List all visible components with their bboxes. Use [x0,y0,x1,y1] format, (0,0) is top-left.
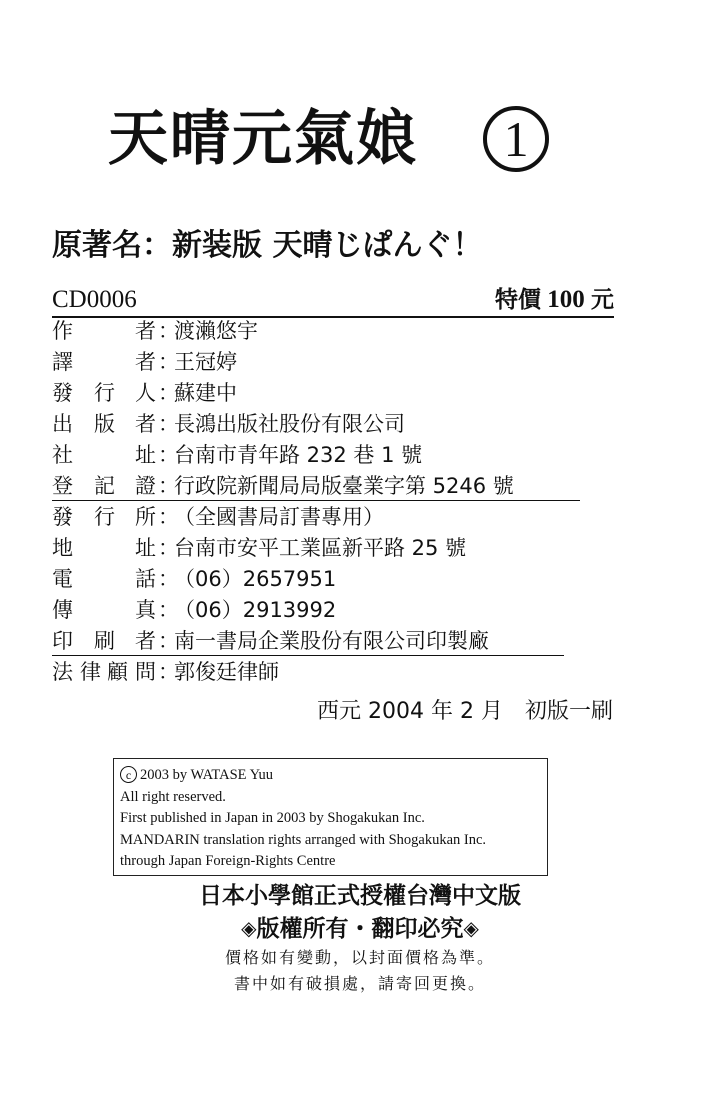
info-label-char: 傳 [52,598,73,622]
info-row: 發 行 人 ： 蘇建中 [52,378,514,409]
info-label-char: 發 [52,381,73,405]
copyright-line-1: c 2003 by WATASE Yuu [120,765,543,787]
info-label-char: 者 [135,412,156,436]
info-row: 發 行 所 ： （全國書局訂書專用） [52,502,514,533]
info-value: 王冠婷 [174,350,237,374]
price [495,281,614,314]
publication-info [52,316,514,688]
info-row: 電 話 ： （06）2657951 [52,564,514,595]
info-label-char: 記 [94,474,115,498]
info-label-char: 版 [94,412,115,436]
info-label-char: 地 [52,536,73,560]
info-value: （06）2657951 [174,567,337,591]
info-label-char: 者 [135,350,156,374]
copyright-line-2: All right reserved. [120,788,226,805]
info-row: 印 刷 者 ： 南一書局企業股份有限公司印製廠 [52,626,514,657]
original-title: 原著名：新装版 天晴じぱんぐ！ [52,228,483,263]
copyright-box [113,758,548,876]
info-label-char: 刷 [94,629,115,653]
info-label-char: 電 [52,567,73,591]
info-row: 傳 真 ： （06）2913992 [52,595,514,626]
info-label-char: 人 [135,381,156,405]
copyright-line-4: MANDARIN translation rights arranged with Shogakukan Inc. [120,831,487,848]
info-label-char: 者 [135,629,156,653]
info-label-char: 社 [52,443,73,467]
info-row: 登 記 證 ： 行政院新聞局局版臺業字第 5246 號 [52,471,514,502]
info-label-char: 發 [52,505,73,529]
info-label-char: 作 [52,319,73,343]
info-value: 台南市安平工業區新平路 25 號 [174,536,467,560]
price-notice: 價格如有變動，以封面價格為準。 [224,948,495,967]
volume-number: 1 [483,106,549,172]
rights-text: 版權所有・翻印必究 [256,916,464,942]
info-row: 譯 者 ： 王冠婷 [52,347,514,378]
rights-statement [0,912,720,945]
info-row: 出 版 者 ： 長鴻出版社股份有限公司 [52,409,514,440]
info-value: 南一書局企業股份有限公司印製廠 [174,629,489,653]
info-label-char: 印 [52,629,73,653]
info-row: 法 律 顧 問 ： 郭俊廷律師 [52,657,514,688]
info-label-char: 法 [52,660,73,684]
info-label-char: 所 [135,505,156,529]
info-value: 蘇建中 [174,381,237,405]
info-label-char: 問 [135,660,156,684]
copyright-line-5: through Japan Foreign-Rights Centre [120,853,336,869]
info-label-char: 登 [52,474,73,498]
info-value: 台南市青年路 232 巷 1 號 [174,443,423,467]
title-row [108,104,549,174]
copyright-line-3: First published in Japan in 2003 by Shogakukan Inc. [120,810,425,826]
info-label-char: 行 [94,505,115,529]
info-label-char: 行 [94,381,115,405]
info-label-char: 址 [135,443,156,467]
info-label-char: 真 [135,598,156,622]
info-label-char: 址 [135,536,156,560]
price-label: 特價 [495,287,541,313]
info-label-char: 話 [135,567,156,591]
info-label-char: 證 [135,474,156,498]
license-statement: 日本小學館正式授權台灣中文版 [199,883,521,909]
diamond-right-icon: ◈ [463,916,479,940]
info-value: 郭俊廷律師 [174,660,279,684]
copyright-symbol: c [120,766,137,783]
info-value: （06）2913992 [174,598,337,622]
info-value: （全國書局訂書專用） [174,505,384,529]
code-price-row [52,284,614,316]
info-row: 社 址 ： 台南市青年路 232 巷 1 號 [52,440,514,471]
damage-notice: 書中如有破損處，請寄回更換。 [233,974,486,993]
info-value: 行政院新聞局局版臺業字第 5246 號 [174,474,514,498]
info-label-char: 譯 [52,350,73,374]
price-unit: 元 [591,287,614,313]
price-value: 100 [547,286,585,313]
info-label-char: 出 [52,412,73,436]
info-row: 作 者 ： 渡瀨悠宇 [52,316,514,347]
info-label-char: 顧 [107,660,128,684]
info-value: 渡瀨悠宇 [174,319,258,343]
catalog-code: CD0006 [52,286,137,313]
info-value: 長鴻出版社股份有限公司 [174,412,405,436]
info-label-char: 者 [135,319,156,343]
book-title: 天晴元氣娘 [108,104,418,174]
publication-date: 西元 2004 年 2 月 初版一刷 [317,699,613,724]
info-label-char: 律 [80,660,101,684]
info-row: 地 址 ： 台南市安平工業區新平路 25 號 [52,533,514,564]
diamond-left-icon: ◈ [241,916,257,940]
